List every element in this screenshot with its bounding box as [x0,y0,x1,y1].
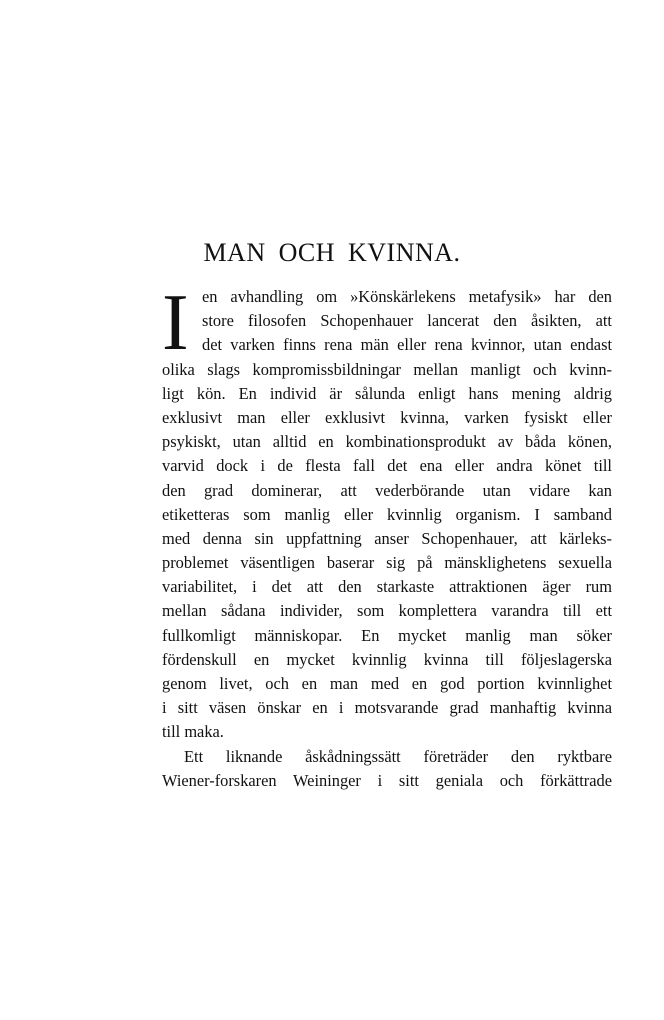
text-line: mellan sådana individer, som komplettera varandra till ett [162,601,612,621]
text-line: med denna sin uppfattning anser Schopenhauer, att kärleks- [162,528,612,548]
text-line: det varken finns rena män eller rena kvinnor, utan endast [202,335,612,355]
text-line: variabilitet, i det att den starkaste attraktionen äger rum [162,577,612,597]
text-line: fördenskull en mycket kvinnlig kvinna till följeslagerska [162,649,612,669]
text-line: fullkomligt människopar. En mycket manlig man söker [162,625,612,645]
text-line: en avhandling om »Könskärlekens metafysik» har den [202,287,612,306]
chapter-title: MAN OCH KVINNA. [203,238,461,267]
text-line: genom livet, och en man med en god portion kvinnlighet [162,674,612,693]
text-line: psykiskt, utan alltid en kombinationsprodukt av båda könen, [162,432,612,452]
body-text [162,279,612,793]
text-line: etiketteras som manlig eller kvinnlig organism. I samband [162,504,612,524]
text-line: den grad dominerar, att vederbörande utan vidare kan [162,480,612,500]
text-line: olika slags kompromissbildningar mellan manligt och kvinn- [162,359,612,379]
text-line: problemet väsentligen baserar sig på mänsklighetens sexuella [162,553,612,573]
drop-cap: I [162,279,189,367]
text-line: store filosofen Schopenhauer lancerat den åsikten, att [202,311,612,331]
text-line: exklusivt man eller exklusivt kvinna, varken fysiskt eller [162,407,612,427]
text-line: till maka. [162,722,224,742]
text-line: i sitt väsen önskar en i motsvarande grad manhaftig kvinna [162,698,612,718]
text-line: ligt kön. En individ är sålunda enligt hans mening aldrig [162,383,612,403]
text-line: varvid dock i de flesta fall det ena eller andra könet till [162,456,612,476]
text-line: Ett liknande åskådningssätt företräder den ryktbare [184,746,612,766]
text-line: Wiener-forskaren Weininger i sitt geniala och förkättrade [162,770,612,790]
